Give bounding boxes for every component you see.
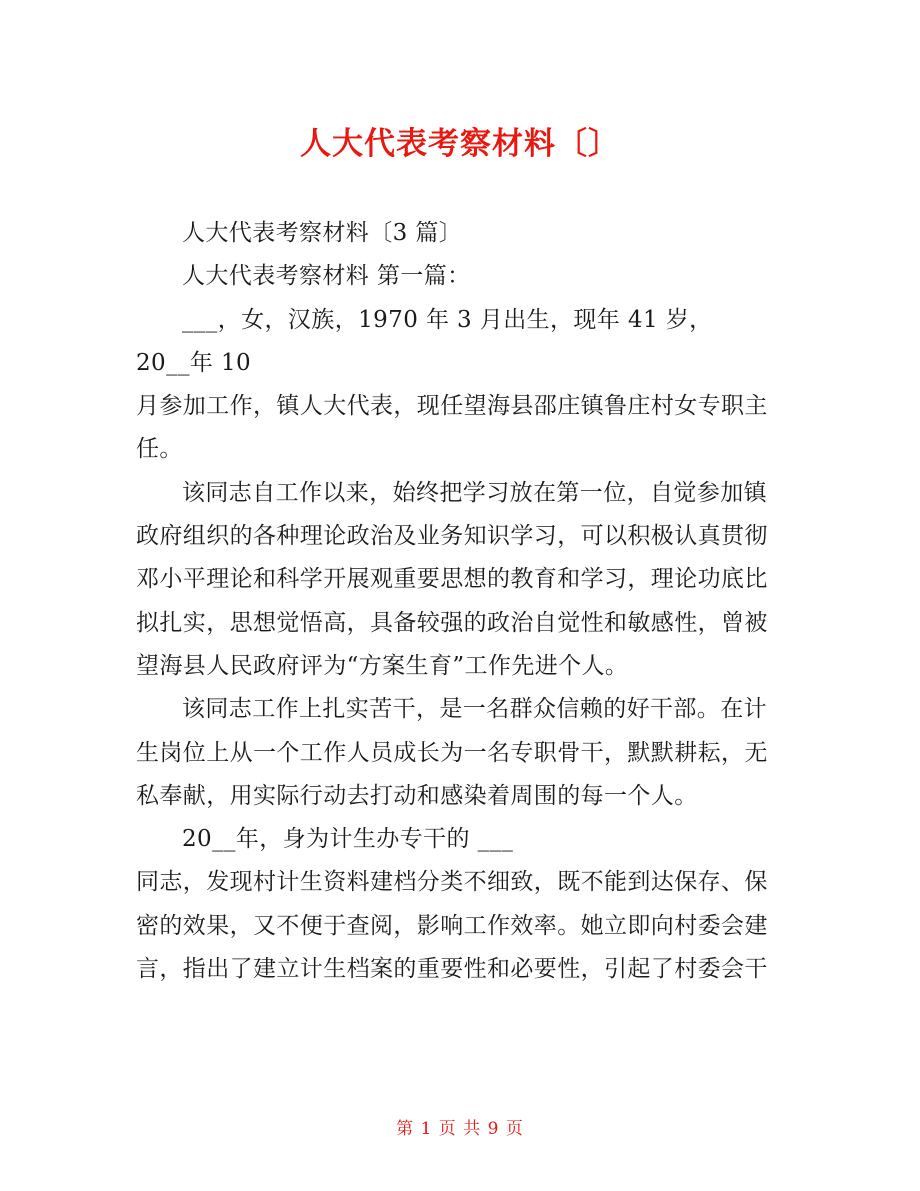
paragraph-3: ___，女，汉族，1970 年 3 月出生，现年 41 岁， <box>182 306 713 333</box>
paragraph-9: 同志，发现村计生资料建档分类不细致，既不能到达保存、保密的效果，又不便于查阅，影响工作效率。她立即向村委会建言，指出了建立计生档案的重要性和必要性，引起了村委会干 <box>136 869 768 983</box>
document-title: 人大代表考察材料〔〕 <box>300 126 620 162</box>
document-body <box>136 212 790 991</box>
paragraph-1: 人大代表考察材料〔3 篇〕 <box>182 220 463 246</box>
paragraph-7: 该同志工作上扎实苦干，是一名群众信赖的好干部。在计生岗位上从一个工作人员成长为一名专职骨干，默默耕耘，无私奉献，用实际行动去打动和感染着周围的每一个人。 <box>136 696 768 809</box>
paragraph-2: 人大代表考察材料 第一篇： <box>182 263 471 290</box>
paragraph-4: 20__年 10 <box>136 349 252 376</box>
page-footer: 第 1 页 共 9 页 <box>396 1119 524 1139</box>
paragraph-5: 月参加工作，镇人大代表，现任望海县邵庄镇鲁庄村女专职主任。 <box>136 393 768 463</box>
paragraph-6: 该同志自工作以来，始终把学习放在第一位，自觉参加镇政府组织的各种理论政治及业务知识学习，可以积极认真贯彻邓小平理论和科学开展观重要思想的教育和学习，理论功底比拟扎实，思想觉悟高，具备较强的政治自觉性和敏感性，曾被望海县人民政府评为“方案生育”工作先进个人。 <box>136 479 768 679</box>
paragraph-8: 20__年，身为计生办专干的 ___ <box>182 826 514 853</box>
